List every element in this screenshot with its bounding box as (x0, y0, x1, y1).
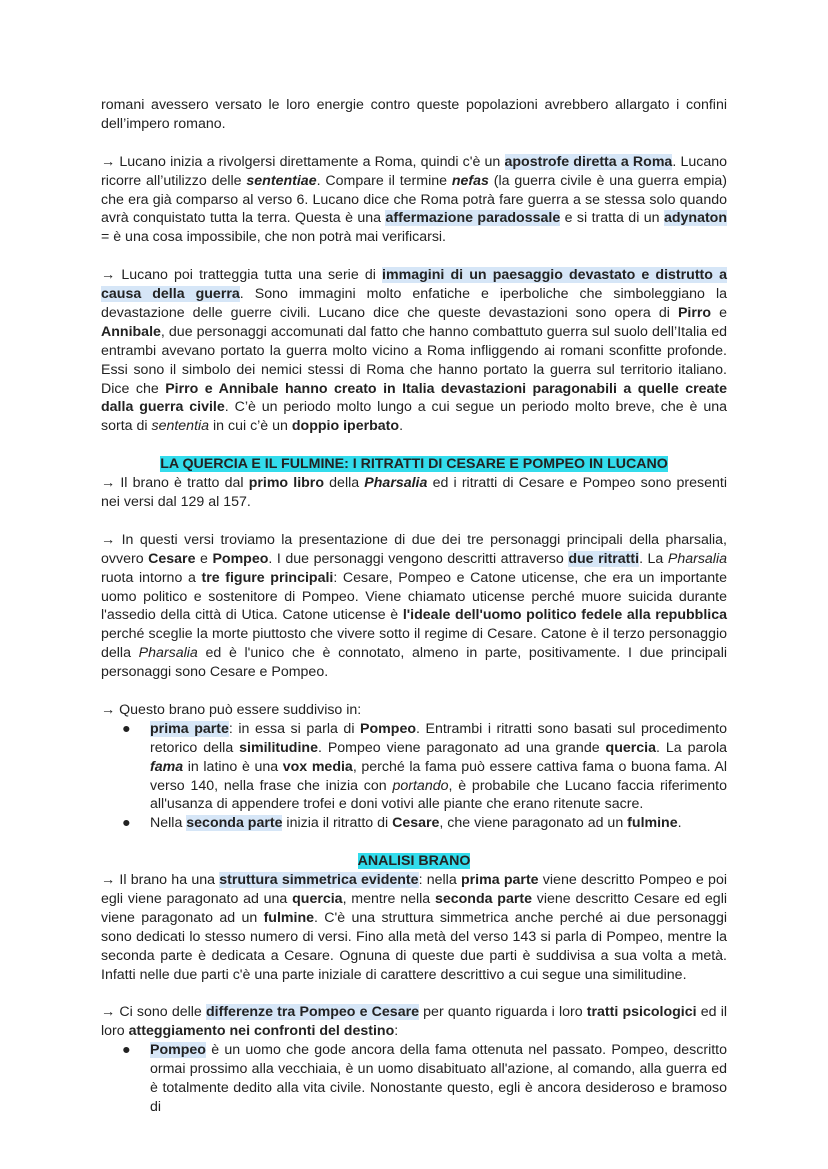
paragraph-struttura: → Il brano ha una struttura simmetrica evidente: nella prima parte viene descritto Pompeo e poi egli viene paragonato ad una quercia, mentre nella seconda parte viene descritto Cesare ed egli viene paragonato ad un fulmine. C'è una struttura simmetrica anche perché ai due personaggi sono dedicati lo stesso numero di versi. Fino alla metà del verso 143 si parla di Pompeo, mentre la seconda parte è dedicata a Cesare. Ognuna di queste due parti è suddivisa a sua volta a metà. Infatti nelle due parti c'è una parte iniziale di carattere descrittivo a cui segue una similitudine. (101, 872, 727, 983)
paragraph-personaggi: → In questi versi troviamo la presentazione di due dei tre personaggi principali della pharsalia, ovvero Cesare e Pompeo. I due personaggi vengono descritti attraverso due ritratti. La Pharsalia ruota intorno a tre figure principali: Cesare, Pompeo e Catone uticense, che era un importante uomo politico e sostenitore di Pompeo. Viene chiamato uticense perché muore suicida durante l'assedio della città di Utica. Catone uticense è l'ideale dell'uomo politico fedele alla repubblica perché sceglie la morte piuttosto che vivere sotto il regime di Cesare. Catone è il terzo personaggio della Pharsalia ed è l'unico che è connotato, almeno in parte, positivamente. I due principali personaggi sono Cesare e Pompeo. (101, 531, 728, 681)
paragraph-apostrofe: → Lucano inizia a rivolgersi direttamente a Roma, quindi c'è un apostrofe diretta a Roma. Lucano ricorre all’utilizzo delle sententiae. Compare il termine nefas (la guerra civile è una guerra empia) che era già comparso al verso 6. Lucano dice che Roma potrà fare guerra a se stessa solo quando avrà conquistato tutta la terra. Questa è una affermazione paradossale e si tratta di un adynaton = è una cosa impossibile, che non potrà mai verificarsi. (101, 153, 728, 246)
paragraph-brano: → Il brano è tratto dal primo libro della Pharsalia ed i ritratti di Cesare e Pompeo sono presenti nei versi dal 129 al 157. (101, 475, 727, 510)
list-differenze (101, 1041, 727, 1117)
bullet-icon: ● (122, 815, 131, 832)
section-heading-analisi: ANALISI BRANO (357, 853, 471, 870)
bullet-icon: ● (122, 720, 131, 737)
section-heading-quercia: LA QUERCIA E IL FULMINE: I RITRATTI DI CESARE E POMPEO IN LUCANO (160, 456, 668, 473)
bullet-icon: ● (122, 1042, 131, 1059)
list-item: ● prima parte: in essa si parla di Pompeo. Entrambi i ritratti sono basati sul procedimento retorico della similitudine. Pompeo viene paragonato ad una grande quercia. La parola fama in latino è una vox media, perché la fama può essere cattiva fama o buona fama. Al verso 140, nella frase che inizia con portando, è probabile che Lucano faccia riferimento all'usanza di appendere trofei e doni votivi alle piante che erano ritenute sacre. (122, 720, 728, 813)
list-item: ● Pompeo è un uomo che gode ancora della fama ottenuta nel passato. Pompeo, descritto ormai prossimo alla vecchiaia, è un uomo disabituato all'azione, al comando, alla guerra ed è totalmente dedito alla vita civile. Nonostante questo, egli è ancora desideroso e bramoso di (122, 1042, 727, 1115)
paragraph-differenze: → Ci sono delle differenze tra Pompeo e Cesare per quanto riguarda i loro tratti psicologici ed il loro atteggiamento nei confronti del destino: (101, 1004, 727, 1040)
paragraph-paesaggio: → Lucano poi tratteggia tutta una serie di immagini di un paesaggio devastato e distrutto a causa della guerra. Sono immagini molto enfatiche e iperboliche che simboleggiano la devastazione delle guerre civili. Lucano dice che queste devastazioni sono opera di Pirro e Annibale, due personaggi accomunati dal fatto che hanno combattuto guerra sul suolo dell’Italia ed entrambi avevano portato la guerra molto vicino a Roma infliggendo ai romani sconfitte profonde. Essi sono il simbolo dei nemici stessi di Roma che hanno portato la guerra sul territorio italiano. Dice che Pirro e Annibale hanno creato in Italia devastazioni paragonabili a quelle create dalla guerra civile. C’è un periodo molto lungo a cui segue un periodo molto breve, che è una sorta di sententia in cui c’è un doppio iperbato. (101, 267, 728, 435)
document-page (101, 96, 727, 1117)
list-item: ● Nella seconda parte inizia il ritratto di Cesare, che viene paragonato ad un fulmine. (122, 815, 682, 832)
list-parti (101, 720, 727, 833)
paragraph-suddivisione: → Questo brano può essere suddiviso in: (101, 701, 362, 718)
paragraph-intro: romani avessero versato le loro energie contro queste popolazioni avrebbero allargato i confini dell’impero romano. (101, 97, 727, 132)
